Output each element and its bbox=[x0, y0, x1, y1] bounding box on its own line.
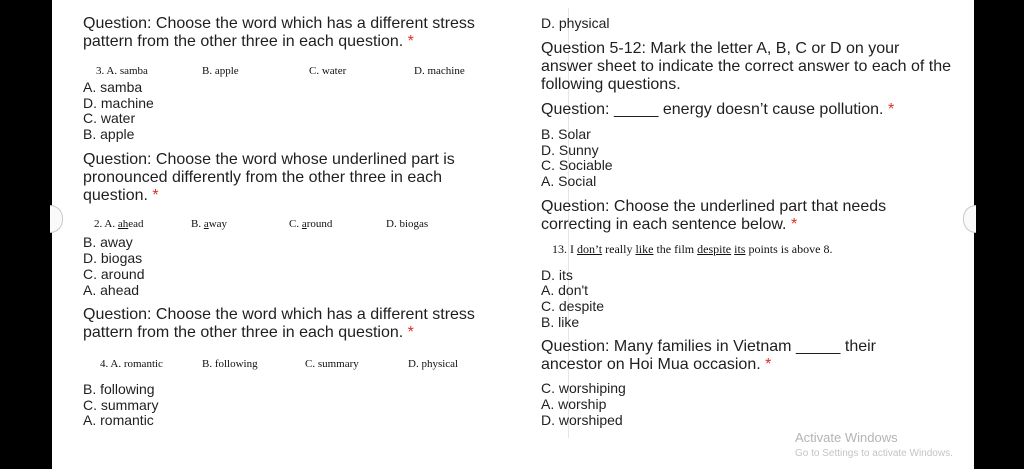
option-ahead[interactable]: A. ahead bbox=[83, 282, 140, 298]
question-error-correction: Question: Choose the underlined part that needs correcting in each sentence below. * bbox=[541, 198, 887, 233]
activate-windows-subtitle: Go to Settings to activate Windows. bbox=[795, 448, 953, 459]
option-sunny[interactable]: D. Sunny bbox=[541, 142, 599, 158]
option-despite[interactable]: C. despite bbox=[541, 298, 605, 314]
option-its[interactable]: D. its bbox=[541, 267, 573, 283]
option-summary[interactable]: C. summary bbox=[83, 397, 159, 413]
option-away[interactable]: B. away bbox=[83, 234, 133, 250]
option-worship[interactable]: A. worship bbox=[541, 396, 607, 412]
required-star: * bbox=[765, 356, 772, 373]
option-physical[interactable]: D. physical bbox=[541, 15, 610, 31]
required-star: * bbox=[407, 324, 414, 341]
right-edge-handle[interactable] bbox=[963, 205, 976, 233]
option-following[interactable]: B. following bbox=[83, 381, 155, 397]
question-pronunciation: Question: Choose the word whose underlined part is pronounced differently from the other three in each question. * bbox=[83, 151, 455, 204]
required-star: * bbox=[887, 101, 895, 118]
required-star: * bbox=[407, 33, 414, 50]
form-page: Question: Choose the word which has a different stress pattern from the other three in each question. * 3. A. samba B. apple C. water D. machine A. samba D. machine C. water B. apple Question: Choose the word whose underlined part is pronounced differently from the other three in each question. * 2. A. ahead B. away C. around D. biogas B. away D. biogas C. around A. ahead Question: Choose the word which has a different stress pattern from the other three in each question. * 4. A. romantic B. following C. summary D. physical B. following C. summary A. romantic D. physical Question 5-12: Mark the letter A, B, C or D on your answer sheet to indicate the correct answer to each of the following questions. Question: _____ energy doesn’t cause pollution. * B. Solar D. Sunny C. Sociable A. Social Question: Choose the underlined part that needs correcting in each sentence below. * 13. I don’t really like the film despite its points is above 8. D. its A. don't C. despite B. like Question: Many families in Vietnam _____ their ancestor on Hoi Mua occasion. * C. worshiping A. worship D. worshiped bbox=[52, 0, 974, 469]
left-edge-handle[interactable] bbox=[50, 205, 63, 233]
option-romantic[interactable]: A. romantic bbox=[83, 412, 154, 428]
option-like[interactable]: B. like bbox=[541, 314, 580, 330]
option-worshiped[interactable]: D. worshiped bbox=[541, 412, 623, 428]
option-sociable[interactable]: C. Sociable bbox=[541, 157, 613, 173]
activate-windows-title: Activate Windows bbox=[795, 430, 898, 445]
option-machine[interactable]: D. machine bbox=[83, 95, 154, 111]
option-dont[interactable]: A. don't bbox=[541, 282, 589, 298]
required-star: * bbox=[152, 187, 159, 204]
option-apple[interactable]: B. apple bbox=[83, 126, 135, 142]
option-worshiping[interactable]: C. worshiping bbox=[541, 380, 626, 396]
question-energy: Question: _____ energy doesn’t cause pollution. * bbox=[541, 101, 895, 118]
option-biogas[interactable]: D. biogas bbox=[83, 250, 143, 266]
option-social[interactable]: A. Social bbox=[541, 173, 597, 189]
answer-blank: _____ bbox=[795, 338, 841, 355]
question-stress-1: Question: Choose the word which has a different stress pattern from the other three in each question. * bbox=[83, 15, 475, 50]
option-around[interactable]: C. around bbox=[83, 266, 145, 282]
answer-blank: _____ bbox=[613, 101, 659, 118]
section-instructions: Question 5-12: Mark the letter A, B, C or D on your answer sheet to indicate the correct answer to each of the following questions. bbox=[541, 40, 952, 93]
option-water[interactable]: C. water bbox=[83, 110, 136, 126]
option-solar[interactable]: B. Solar bbox=[541, 126, 591, 142]
question-worship: Question: Many families in Vietnam _____ their ancestor on Hoi Mua occasion. * bbox=[541, 338, 877, 373]
question-stress-2: Question: Choose the word which has a different stress pattern from the other three in each question. * bbox=[83, 306, 475, 341]
option-samba[interactable]: A. samba bbox=[83, 79, 143, 95]
required-star: * bbox=[790, 216, 798, 233]
